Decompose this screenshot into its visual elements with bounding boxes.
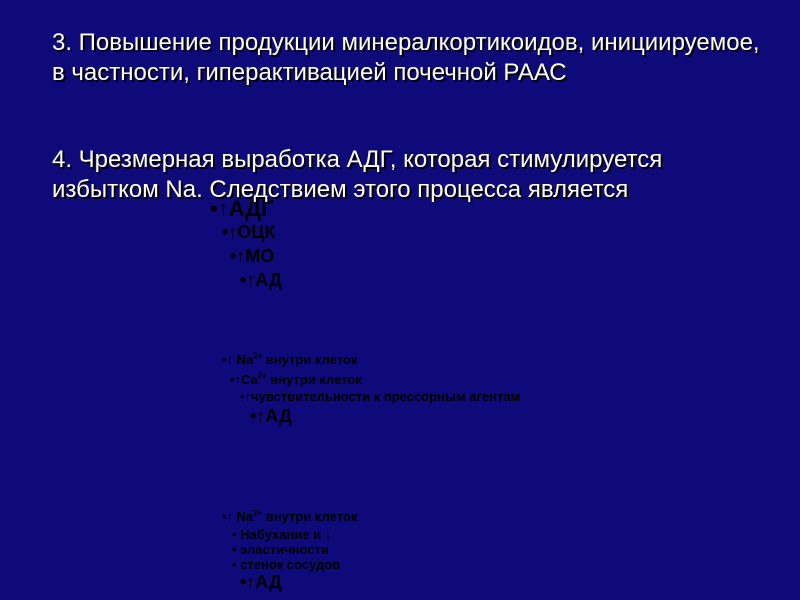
na-text: •↑ Na — [222, 352, 254, 367]
paragraph-adh: 4. Чрезмерная выработка АДГ, которая стимулируется избытком Na. Следствием этого процесса является — [52, 146, 663, 203]
paragraph-mineralocorticoids: 3. Повышение продукции минералкортикоидов, инициируемое, в частности, гиперактивацией почечной РААС — [52, 29, 760, 86]
bullet-mo: •↑МО — [230, 246, 275, 266]
bullet-bp-3: •↑АД — [240, 572, 282, 592]
ca-suffix: внутри клеток — [266, 372, 362, 387]
bullet-bp: •↑АД — [240, 270, 282, 290]
na-charge: 2+ — [253, 351, 263, 361]
bullet-elasticity: • эластичности — [232, 542, 329, 557]
bullet-swelling: • Набухание и ↓ — [232, 527, 332, 542]
ca-text: •↑Ca — [230, 372, 258, 387]
bullet-ca-intracellular — [230, 372, 362, 387]
bullet-bp-2: •↑АД — [250, 406, 292, 426]
bullet-na-intracellular-2 — [222, 509, 357, 524]
na-suffix: внутри клеток — [262, 352, 358, 367]
bullet-pressor-sensitivity: •↑чувствительности к прессорным агентам — [240, 389, 521, 404]
bullet-bcv: •↑ОЦК — [222, 222, 276, 242]
na-charge-2: 2+ — [253, 508, 263, 518]
na-suffix-2: внутри клеток — [262, 509, 358, 524]
bullet-adh: •↑АДГ — [210, 196, 274, 221]
bullet-vessel-walls: • стенок сосудов — [232, 557, 341, 572]
ca-charge: 2+ — [257, 371, 267, 381]
bullet-na-intracellular — [222, 352, 357, 367]
na-text-2: •↑ Na — [222, 509, 254, 524]
